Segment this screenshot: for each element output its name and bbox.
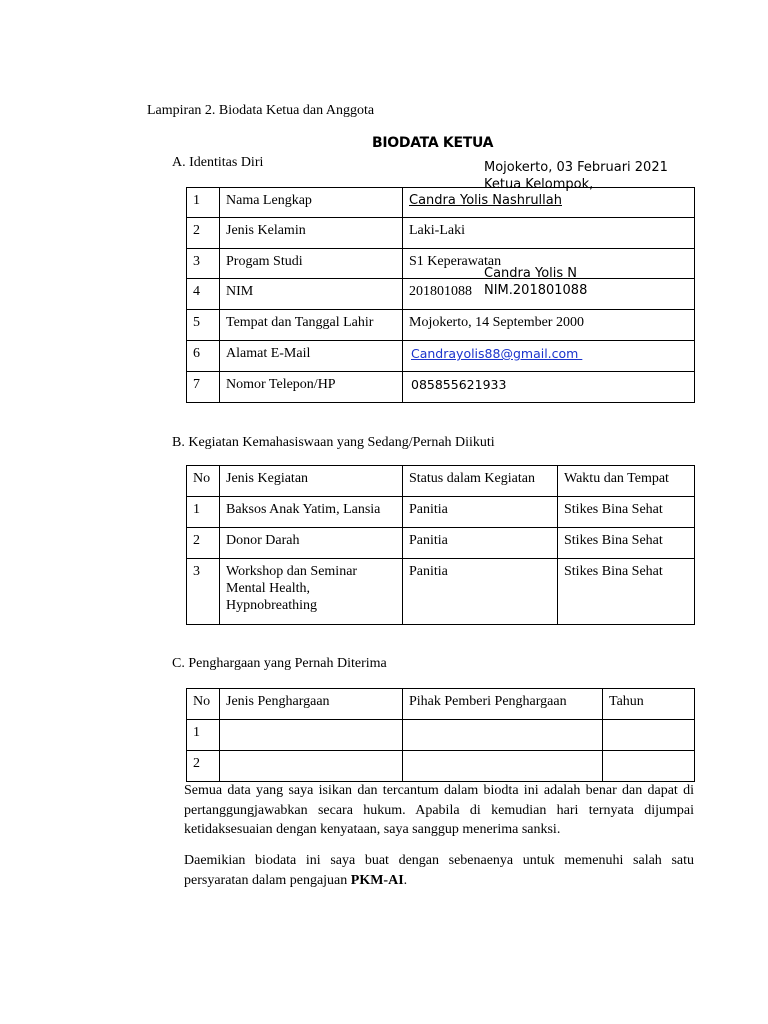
table-cell: Panitia [403, 497, 558, 528]
field-value: Mojokerto, 14 September 2000 [403, 310, 695, 341]
table-cell: 2 [187, 528, 220, 559]
table-cell: Baksos Anak Yatim, Lansia [220, 497, 403, 528]
field-value [403, 341, 695, 372]
table-row [187, 310, 695, 341]
table-row [187, 559, 695, 625]
table-cell [220, 751, 403, 782]
field-value: Laki-Laki [403, 218, 695, 249]
table-cell [403, 751, 603, 782]
statement-paragraph: Semua data yang saya isikan dan tercantum dalam biodta ini adalah benar dan dapat di pertanggungjawabkan secara hukum. Apabila di kemudian hari ternyata dijumpai ketidaksesuaian dengan kenyataan, saya sanggup menerima sanksi. [184, 783, 694, 837]
table-cell: Panitia [403, 559, 558, 625]
field-label: NIM [220, 279, 403, 310]
field-label: Jenis Kelamin [220, 218, 403, 249]
signature-nim: NIM.201801088 [484, 283, 588, 298]
table-row [187, 341, 695, 372]
table-cell: Workshop dan Seminar Mental Health, Hypnobreathing [220, 559, 403, 625]
signature-name: Candra Yolis N [484, 266, 577, 281]
awards-table [186, 688, 695, 782]
column-header: Pihak Pemberi Penghargaan [403, 689, 603, 720]
section-a-title: A. Identitas Diri [172, 155, 264, 170]
table-header-row [187, 689, 695, 720]
section-c-title: C. Penghargaan yang Pernah Diterima [172, 656, 387, 671]
table-cell: 2 [187, 751, 220, 782]
program-name: PKM-AI [350, 872, 404, 888]
table-row [187, 188, 695, 218]
field-label: Nomor Telepon/HP [220, 372, 403, 403]
table-row [187, 497, 695, 528]
column-header: Waktu dan Tempat [558, 466, 695, 497]
field-label: Tempat dan Tanggal Lahir [220, 310, 403, 341]
table-cell: Stikes Bina Sehat [558, 528, 695, 559]
table-cell [220, 720, 403, 751]
field-value: 201801088 [403, 279, 695, 310]
closing-text: Daemikian biodata ini saya buat dengan sebenaenya untuk memenuhi salah satu persyaratan dalam pengajuan [184, 853, 694, 888]
field-value [403, 372, 695, 403]
signature-role: Ketua Kelompok, [484, 177, 594, 192]
signature-place-date: Mojokerto, 03 Februari 2021 [484, 160, 668, 175]
table-header-row [187, 466, 695, 497]
activities-table [186, 465, 695, 625]
document-title: BIODATA KETUA [372, 135, 494, 151]
table-cell: 1 [187, 720, 220, 751]
table-cell: 1 [187, 497, 220, 528]
table-cell: Stikes Bina Sehat [558, 497, 695, 528]
field-label: Alamat E-Mail [220, 341, 403, 372]
identity-table [186, 187, 695, 403]
field-value: S1 Keperawatan [403, 249, 695, 279]
row-number: 6 [187, 341, 220, 372]
table-row [187, 528, 695, 559]
column-header: Tahun [603, 689, 695, 720]
row-number: 3 [187, 249, 220, 279]
field-label: Nama Lengkap [220, 188, 403, 218]
row-number: 2 [187, 218, 220, 249]
table-cell [603, 720, 695, 751]
section-b-title: B. Kegiatan Kemahasiswaan yang Sedang/Pernah Diikuti [172, 435, 495, 450]
column-header: Jenis Penghargaan [220, 689, 403, 720]
column-header: Jenis Kegiatan [220, 466, 403, 497]
table-row [187, 720, 695, 751]
closing-paragraph [184, 851, 694, 890]
document-heading: Lampiran 2. Biodata Ketua dan Anggota [147, 103, 375, 118]
table-cell: Panitia [403, 528, 558, 559]
field-value: Candra Yolis Nashrullah [403, 188, 695, 218]
table-cell [603, 751, 695, 782]
email-link[interactable]: Candrayolis88@gmail.com [411, 346, 583, 361]
table-cell: Donor Darah [220, 528, 403, 559]
field-label: Progam Studi [220, 249, 403, 279]
phone-number: 085855621933 [411, 377, 507, 392]
row-number: 5 [187, 310, 220, 341]
column-header: Status dalam Kegiatan [403, 466, 558, 497]
table-cell: 3 [187, 559, 220, 625]
table-cell: Stikes Bina Sehat [558, 559, 695, 625]
table-row [187, 279, 695, 310]
row-number: 7 [187, 372, 220, 403]
table-row [187, 249, 695, 279]
column-header: No [187, 689, 220, 720]
row-number: 4 [187, 279, 220, 310]
table-row [187, 218, 695, 249]
closing-period: . [403, 872, 408, 888]
row-number: 1 [187, 188, 220, 218]
column-header: No [187, 466, 220, 497]
table-row [187, 751, 695, 782]
table-cell [403, 720, 603, 751]
table-row [187, 372, 695, 403]
